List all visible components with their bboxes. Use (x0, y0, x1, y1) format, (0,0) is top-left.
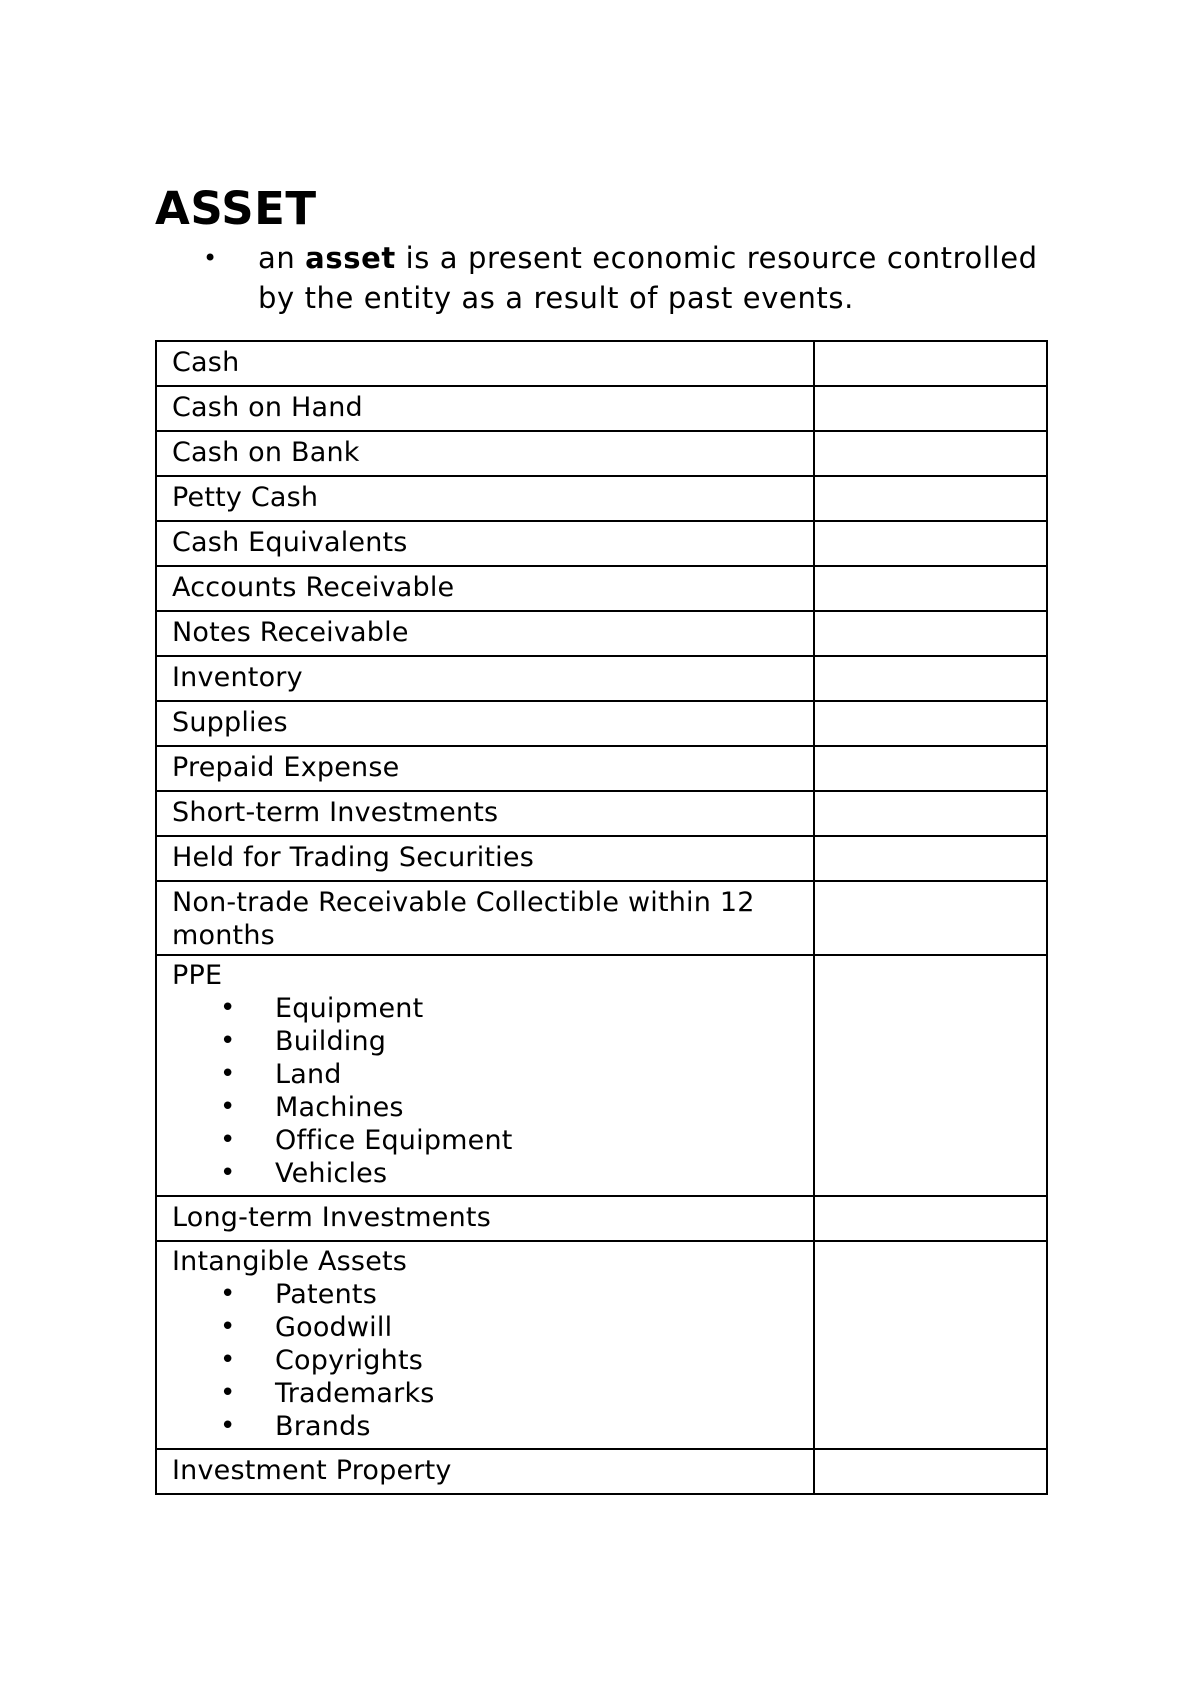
asset-label: Cash on Hand (172, 392, 363, 423)
list-item: • Copyrights (172, 1344, 799, 1377)
table-row (156, 1449, 1047, 1494)
asset-label: Intangible Assets (172, 1246, 408, 1277)
asset-label: Inventory (172, 662, 303, 693)
table-row (156, 476, 1047, 521)
asset-name-cell (156, 386, 814, 431)
asset-label: Cash (172, 347, 240, 378)
asset-name-cell (156, 431, 814, 476)
table-row (156, 611, 1047, 656)
asset-name-cell (156, 746, 814, 791)
definition-term: asset (305, 241, 396, 275)
definition-list (203, 238, 1083, 318)
asset-name-cell (156, 611, 814, 656)
asset-value-cell (814, 566, 1047, 611)
asset-value-cell (814, 955, 1047, 1196)
asset-value-cell (814, 746, 1047, 791)
asset-label: Accounts Receivable (172, 572, 455, 603)
asset-label: Supplies (172, 707, 288, 738)
list-item: • Brands (172, 1410, 799, 1443)
asset-label: Non-trade Receivable Collectible within 12 months (172, 887, 755, 951)
asset-value-cell (814, 386, 1047, 431)
definition-prefix: an (258, 241, 306, 275)
asset-value-cell (814, 836, 1047, 881)
asset-label: PPE (172, 960, 223, 991)
bullet-icon: • (203, 244, 218, 272)
list-item: • Equipment (172, 992, 799, 1025)
table-row (156, 881, 1047, 955)
table-row (156, 836, 1047, 881)
list-item: • Patents (172, 1278, 799, 1311)
asset-label: Investment Property (172, 1455, 452, 1486)
list-item: • Vehicles (172, 1157, 799, 1190)
asset-label: Cash Equivalents (172, 527, 408, 558)
asset-name-cell (156, 1196, 814, 1241)
list-item: • Trademarks (172, 1377, 799, 1410)
asset-value-cell (814, 1241, 1047, 1449)
asset-value-cell (814, 1449, 1047, 1494)
table-row (156, 1196, 1047, 1241)
asset-value-cell (814, 701, 1047, 746)
asset-name-cell (156, 1449, 814, 1494)
asset-label: Short-term Investments (172, 797, 499, 828)
asset-value-cell (814, 341, 1047, 386)
page-title: ASSET (155, 182, 317, 235)
asset-sub-list (172, 992, 799, 1190)
asset-table (155, 340, 1048, 1495)
table-row (156, 386, 1047, 431)
table-row (156, 746, 1047, 791)
asset-name-cell (156, 476, 814, 521)
list-item: • Office Equipment (172, 1124, 799, 1157)
asset-label: Held for Trading Securities (172, 842, 534, 873)
asset-sub-list (172, 1278, 799, 1443)
asset-value-cell (814, 521, 1047, 566)
asset-value-cell (814, 791, 1047, 836)
asset-name-cell (156, 836, 814, 881)
table-row (156, 656, 1047, 701)
asset-value-cell (814, 656, 1047, 701)
asset-label: Prepaid Expense (172, 752, 400, 783)
asset-name-cell (156, 566, 814, 611)
asset-value-cell (814, 881, 1047, 955)
asset-name-cell (156, 521, 814, 566)
table-row (156, 431, 1047, 476)
asset-label: Petty Cash (172, 482, 319, 513)
list-item: • Goodwill (172, 1311, 799, 1344)
asset-value-cell (814, 611, 1047, 656)
asset-name-cell (156, 881, 814, 955)
list-item: • Land (172, 1058, 799, 1091)
asset-label: Notes Receivable (172, 617, 409, 648)
asset-label: Cash on Bank (172, 437, 360, 468)
table-row (156, 341, 1047, 386)
asset-value-cell (814, 431, 1047, 476)
asset-table-body (156, 341, 1047, 1494)
definition-suffix: is a present economic resource controlled by the entity as a result of past events. (258, 241, 1038, 315)
asset-name-cell (156, 955, 814, 1196)
asset-value-cell (814, 1196, 1047, 1241)
table-row (156, 791, 1047, 836)
asset-name-cell (156, 1241, 814, 1449)
asset-label: Long-term Investments (172, 1202, 491, 1233)
definition-item (203, 238, 1083, 318)
list-item: • Machines (172, 1091, 799, 1124)
table-row (156, 1241, 1047, 1449)
table-row (156, 701, 1047, 746)
asset-name-cell (156, 341, 814, 386)
table-row (156, 521, 1047, 566)
asset-value-cell (814, 476, 1047, 521)
table-row (156, 955, 1047, 1196)
asset-name-cell (156, 701, 814, 746)
list-item: • Building (172, 1025, 799, 1058)
table-row (156, 566, 1047, 611)
asset-name-cell (156, 656, 814, 701)
asset-name-cell (156, 791, 814, 836)
